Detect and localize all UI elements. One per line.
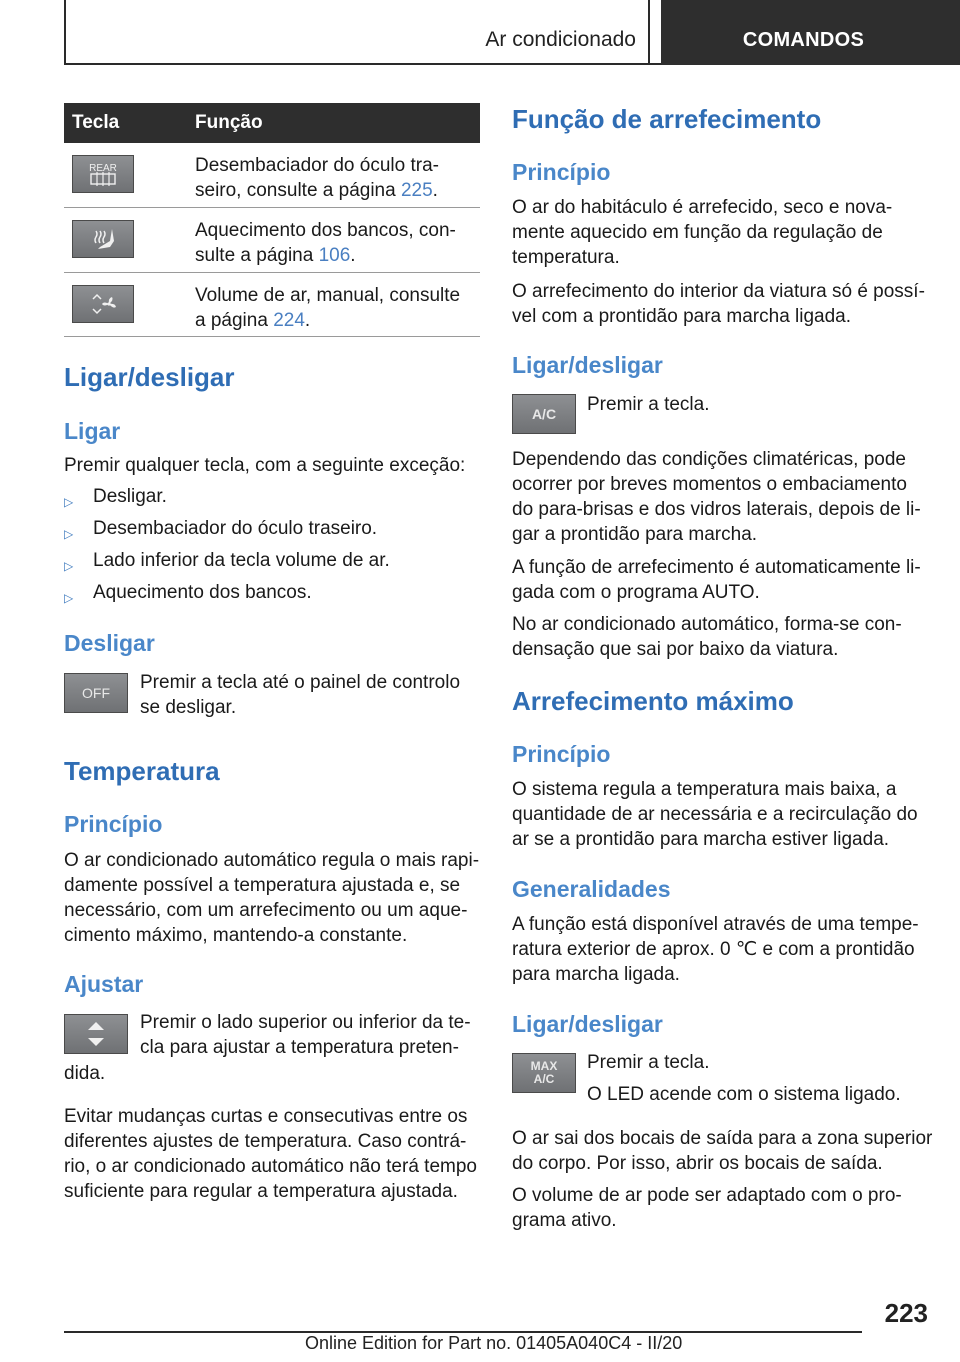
max-principio-text: O sistema regula a temperatura mais baixa, a quantidade de ar necessária e a recirculação do ar se a prontidão para marcha estiver ligada. — [512, 779, 918, 850]
heading-funcao-arrefecimento: Função de arrefecimento — [512, 104, 822, 134]
generalidades-text: A função está disponível através de uma tempe- ratura exterior de aprox. 0 ℃ e com a prontidão para marcha ligada. — [512, 914, 919, 985]
page-link-225[interactable]: 225 — [400, 180, 433, 201]
chapter-tab-label: COMANDOS — [742, 29, 865, 51]
section-title: Ar condicionado — [485, 28, 636, 51]
table-row: REAR Desembaciador do óculo tra- seiro, consulte a página 225. — [64, 143, 480, 208]
evitar-text: Evitar mudanças curtas e consecutivas entre os diferentes ajustes de temperatura. Caso contrá- rio, o ar condicionado automático não terá tempo suficiente para regular a temperatura ajustada. — [64, 1106, 477, 1202]
principio-text: O ar do habitáculo é arrefecido, seco e nova- mente aquecido em função da regulação de temperatura. — [512, 197, 893, 268]
list-item: ▷ Aquecimento dos bancos. — [64, 580, 390, 612]
svg-text:REAR: REAR — [89, 163, 117, 174]
fan-air-volume-icon — [72, 285, 134, 323]
heading-arrefecimento-maximo: Arrefecimento máximo — [512, 686, 794, 716]
page-number: 223 — [884, 1298, 928, 1328]
seat-heating-icon — [72, 220, 134, 258]
key-function-table — [64, 103, 480, 337]
ligar-text: Premir qualquer tecla, com a seguinte exceção: — [64, 455, 466, 476]
led-text: O LED acende com o sistema ligado. — [587, 1084, 901, 1105]
edition-footer: Online Edition for Part no. 01405A040C4 - II/20 — [305, 1333, 683, 1353]
table-header — [64, 103, 480, 143]
exception-list — [64, 484, 390, 612]
condensacao-text: No ar condicionado automático, forma-se con- densação que sai por baixo da viatura. — [512, 614, 902, 660]
heading-principio: Princípio — [512, 741, 611, 767]
auto-text: A função de arrefecimento é automaticamente li- gada com o programa AUTO. — [512, 557, 921, 603]
header-left-rule — [64, 0, 66, 65]
triangle-bullet-icon: ▷ — [64, 591, 74, 605]
off-key-icon: OFF — [64, 673, 128, 713]
heading-principio: Princípio — [512, 159, 611, 185]
heading-desligar: Desligar — [64, 630, 155, 656]
list-item: ▷ Desembaciador do óculo traseiro. — [64, 516, 390, 548]
condicoes-text: Dependendo das condições climatéricas, pode ocorrer por breves momentos o embaciamento do para-brisas e dos vidros laterais, depois de li- gar a prontidão para marcha. — [512, 449, 921, 545]
ajustar-text-line2: cla para ajustar a temperatura preten- — [140, 1037, 459, 1058]
heading-principio: Princípio — [64, 811, 163, 837]
heading-ajustar: Ajustar — [64, 971, 144, 997]
page-link-224[interactable]: 224 — [273, 310, 305, 331]
bocais-text: O ar sai dos bocais de saída para a zona superior do corpo. Por isso, abrir os bocais de saída. — [512, 1128, 933, 1174]
temperatura-text: O ar condicionado automático regula o mais rapi- damente possível a temperatura ajustada e, se necessário, com um arrefecimento ou um aque- cimento máximo, mantendo-a constante. — [64, 850, 480, 946]
heading-ligar-desligar: Ligar/desligar — [64, 362, 235, 392]
triangle-bullet-icon: ▷ — [64, 527, 74, 541]
table-row: Aquecimento dos bancos, con- sulte a página 106. — [64, 208, 480, 273]
heading-generalidades: Generalidades — [512, 876, 671, 902]
temperature-up-down-icon — [64, 1014, 128, 1054]
table-header-function: Função — [195, 112, 263, 133]
premir-text: Premir a tecla. — [587, 394, 710, 415]
desligar-text: Premir a tecla até o painel de controlo se desligar. — [140, 672, 461, 718]
page-link-106[interactable]: 106 — [318, 245, 351, 266]
arrefecimento-text: O arrefecimento do interior da viatura só é possí- vel com a prontidão para marcha ligada. — [512, 281, 925, 327]
header-mid-rule — [648, 0, 650, 65]
list-item: ▷ Desligar. — [64, 484, 390, 516]
triangle-bullet-icon: ▷ — [64, 495, 74, 509]
table-row: Volume de ar, manual, consulte a página 224. — [64, 273, 480, 337]
list-item: ▷ Lado inferior da tecla volume de ar. — [64, 548, 390, 580]
triangle-bullet-icon: ▷ — [64, 559, 74, 573]
ajustar-text-line3: dida. — [64, 1063, 106, 1084]
ajustar-text-line1: Premir o lado superior ou inferior da te- — [140, 1012, 471, 1033]
max-ac-key-icon: MAX A/C — [512, 1053, 576, 1093]
heading-ligar: Ligar — [64, 418, 121, 444]
heading-ligar-desligar: Ligar/desligar — [512, 1011, 663, 1037]
heading-ligar-desligar: Ligar/desligar — [512, 352, 663, 378]
premir-text: Premir a tecla. — [587, 1052, 710, 1073]
ac-key-icon: A/C — [512, 394, 576, 434]
volume-text: O volume de ar pode ser adaptado com o pro- grama ativo. — [512, 1185, 902, 1231]
heading-temperatura: Temperatura — [64, 756, 220, 786]
rear-defrost-icon — [72, 155, 134, 193]
table-header-key: Tecla — [72, 112, 120, 133]
